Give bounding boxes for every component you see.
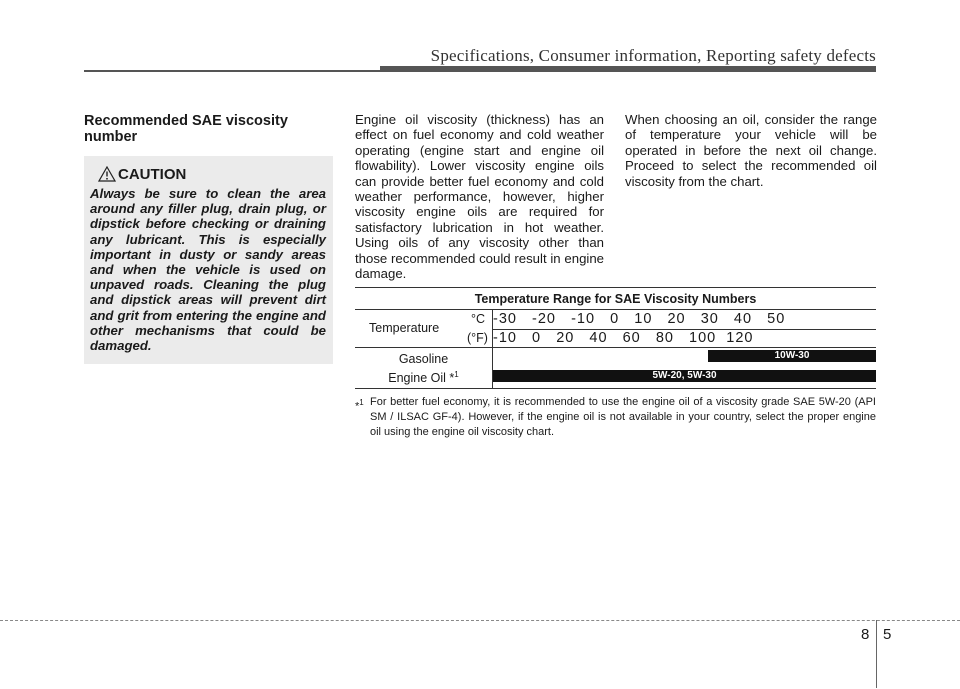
body-paragraph-choosing-oil: When choosing an oil, consider the range of temperature your vehicle will be operated in before the next oil change. Proceed to select the recommended oil viscosity from the chart. (625, 112, 877, 189)
chapter-number: 8 (861, 626, 870, 643)
temperature-label: Temperature (369, 321, 440, 335)
viscosity-table (355, 287, 876, 389)
caution-title: CAUTION (118, 166, 187, 183)
caution-text: Always be sure to clean the area around any filler plug, drain plug, or dipstick before checking or draining any lubricant. This is especially important in dusty or sandy areas and when the vehicle is used on unpaved roads. Cleaning the plug and dipstick areas will prevent dirt and grit from entering the engine and other mechanisms that could be damaged. (90, 186, 326, 354)
section-heading: Recommended SAE viscosity number (84, 113, 288, 145)
footnote-text: For better fuel economy, it is recommended to use the engine oil of a viscosity grade SAE 5W-20 (API SM / ILSAC GF-4). However, if the engine oil is not available in your country, select the proper engine oil using the engine oil viscosity chart. (370, 396, 876, 438)
oil-grade-bar-5w20-5w30: 5W-20, 5W-30 (493, 370, 876, 382)
gasoline-label-line2: Engine Oil * (388, 371, 455, 386)
unit-celsius: °C (471, 312, 486, 326)
footnote-mark: *$^1$ (355, 398, 364, 413)
footnote-ref: 1 (454, 370, 459, 379)
warning-triangle-icon (98, 166, 116, 182)
table-title: Temperature Range for SAE Viscosity Numbers (474, 292, 757, 306)
celsius-scale: -30 -20 -10 0 10 20 30 40 50 (493, 311, 786, 327)
gasoline-label-line1: Gasoline (398, 352, 449, 366)
unit-fahrenheit: (°F) (467, 331, 488, 345)
oil-grade-bar-10w30: 10W-30 (708, 350, 876, 362)
body-paragraph-viscosity: Engine oil viscosity (thickness) has an effect on fuel economy and cold weather operating (engine start and engine oil flowability). Lower viscosity engine oils can provide better fuel economy and cold weather performance, however, higher viscosity engine oils are required for satisfactory lubrication in hot weather. Using oils of any viscosity other than those recommended could result in engine damage. (355, 112, 604, 282)
header-title: Specifications, Consumer information, Reporting safety defects (430, 46, 876, 65)
header-bar-thin (84, 70, 876, 72)
footer-dashed-line (0, 620, 960, 621)
gasoline-engine-oil-label (355, 352, 492, 386)
table-row-divider (355, 309, 876, 310)
footnote (355, 395, 876, 440)
caution-box (84, 156, 333, 364)
page-number-divider (876, 620, 877, 688)
table-row-divider (355, 347, 876, 348)
fahrenheit-scale: -10 0 20 40 60 80 100 120 (493, 330, 754, 346)
page-number: 5 (883, 626, 892, 643)
